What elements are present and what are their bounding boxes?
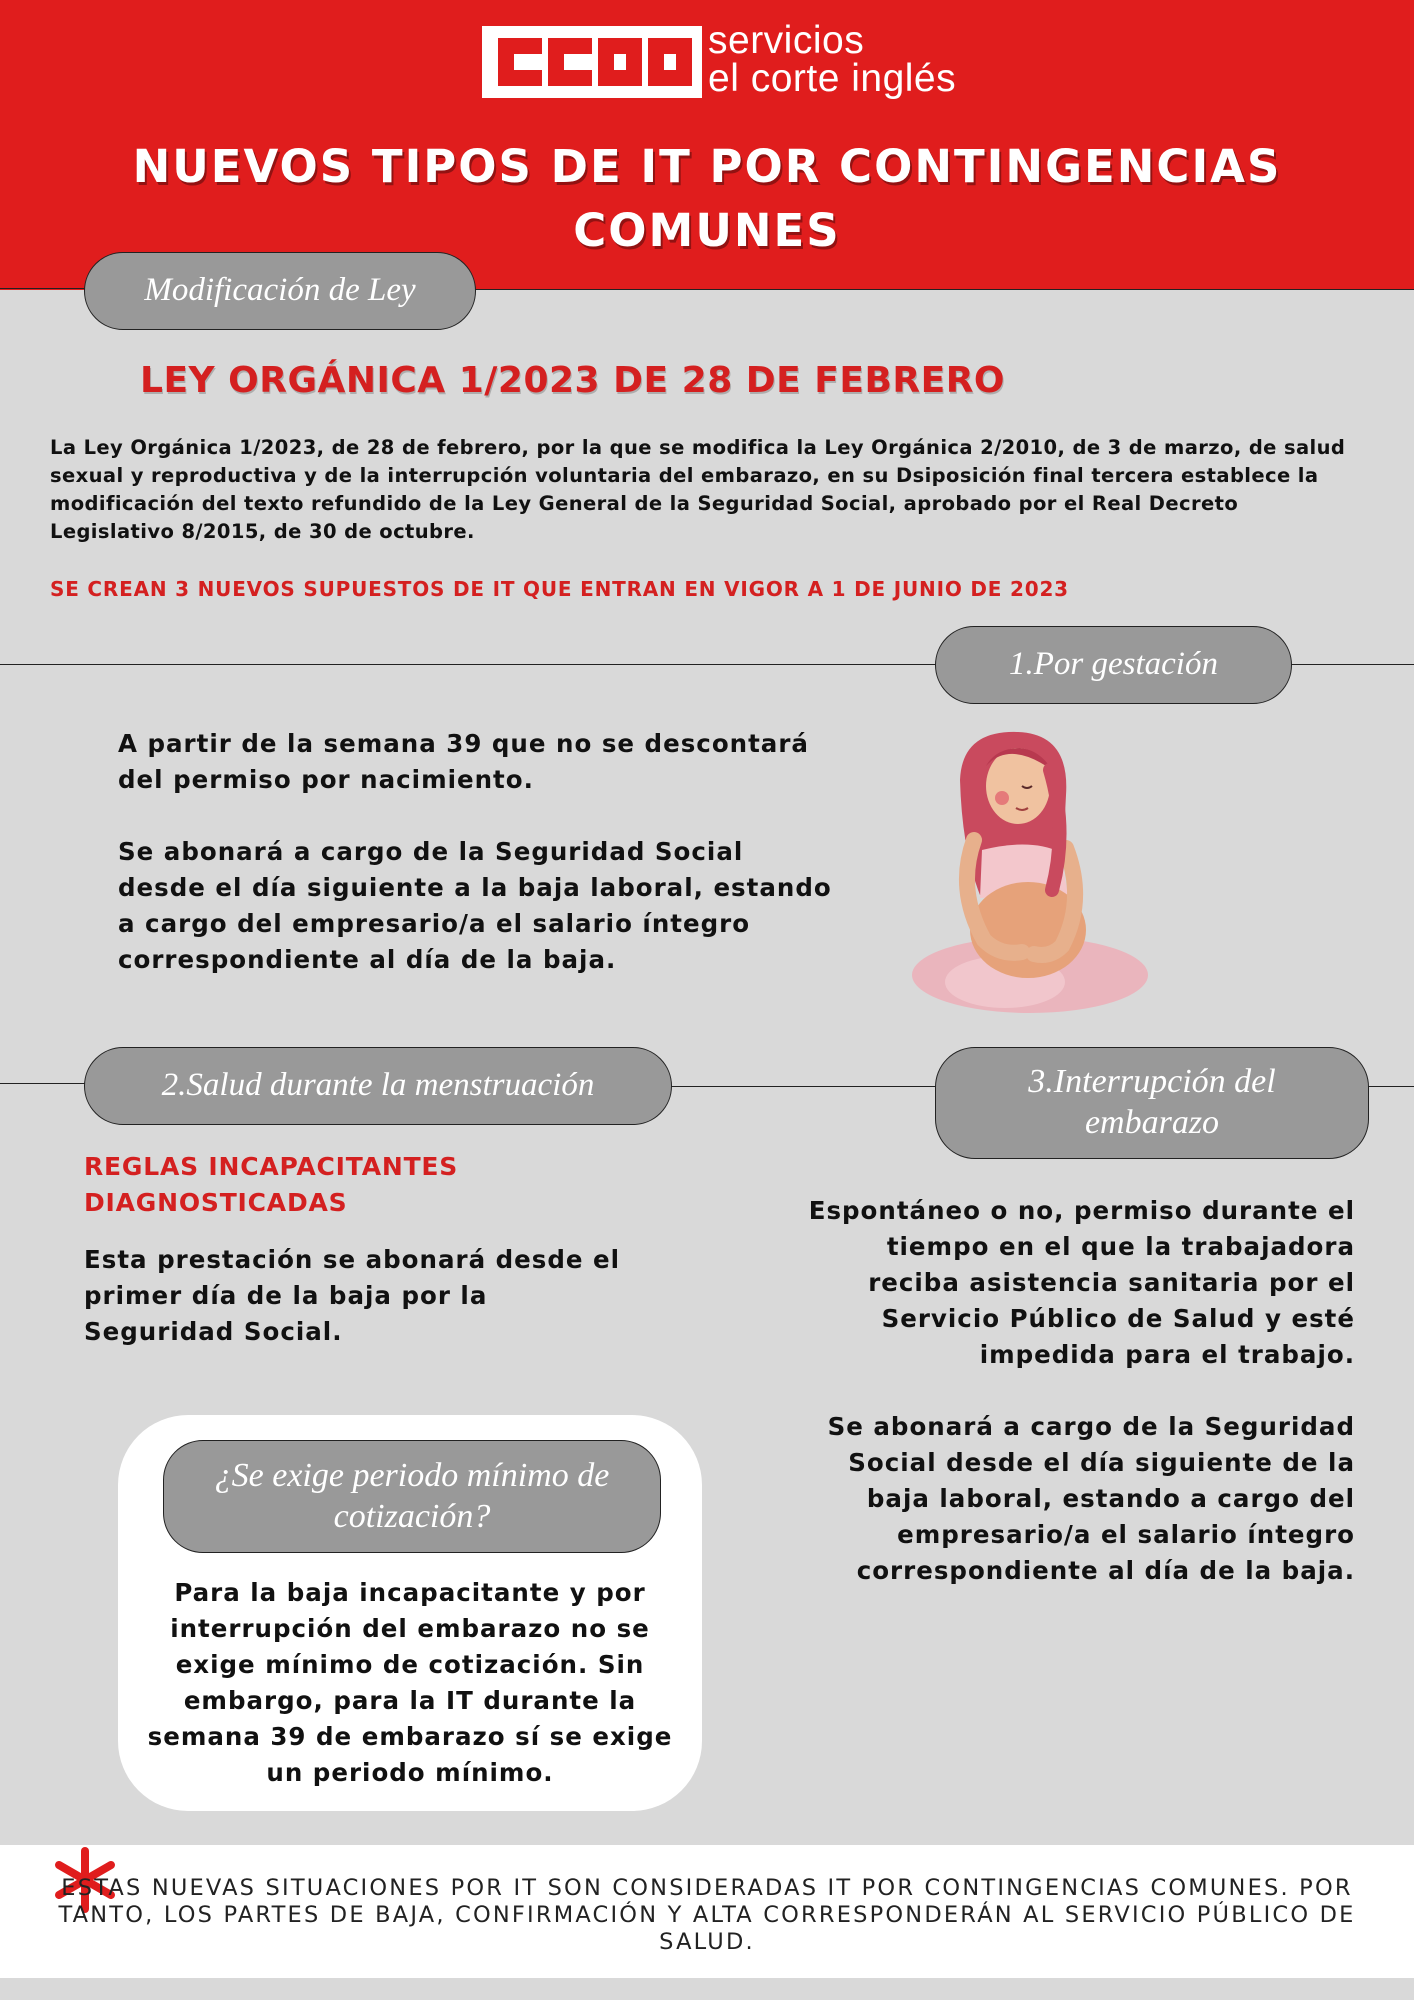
- divider-line: [0, 1083, 90, 1084]
- footer-note: [0, 1845, 1414, 1978]
- cotizacion-text: Para la baja incapacitante y por interrupción del embarazo no se exige mínimo de cotización. Sin embargo, para la IT durante la semana 39 de embarazo sí se exige un periodo mínimo.: [147, 1578, 673, 1787]
- logo-line-1: servicios: [708, 19, 865, 62]
- gestacion-paragraph-1: A partir de la semana 39 que no se descontará del permiso por nacimiento.: [118, 729, 809, 794]
- gestacion-pill: 1.Por gestación: [935, 626, 1292, 704]
- divider-line: [470, 289, 1414, 290]
- intro-paragraph: La Ley Orgánica 1/2023, de 28 de febrero, por la que se modifica la Ley Orgánica 2/2010, de 3 de marzo, de salud sexual y reproductiva y de la interrupción voluntaria del embarazo, en su Dsiposición final tercera establece la modificación del texto refundido de la Ley General de la Seguridad Social, aprobado por el Real Decreto Legislativo 8/2015, de 30 de octubre.: [50, 436, 1346, 543]
- gestacion-text: [118, 726, 838, 978]
- interrupcion-paragraph-2: Se abonará a cargo de la Seguridad Social desde el día siguiente de la baja laboral, estando a cargo del empresario/a el salario íntegro correspondiente al día de la baja.: [827, 1412, 1355, 1585]
- interrupcion-pill: 3.Interrupción del embarazo: [935, 1047, 1369, 1159]
- page-title: NUEVOS TIPOS DE IT POR CONTINGENCIAS COMUNES: [132, 140, 1282, 257]
- menstruacion-text: Esta prestación se abonará desde el primer día de la baja por la Seguridad Social.: [84, 1245, 621, 1346]
- menstruacion-subtitle: REGLAS INCAPACITANTES DIAGNOSTICADAS: [84, 1152, 459, 1217]
- cotizacion-pill: ¿Se exige periodo mínimo de cotización?: [163, 1440, 661, 1553]
- law-title: LEY ORGÁNICA 1/2023 DE 28 DE FEBRERO: [140, 360, 1006, 401]
- highlight-text: SE CREAN 3 NUEVOS SUPUESTOS DE IT QUE ENTRAN EN VIGOR A 1 DE JUNIO DE 2023: [50, 577, 1069, 601]
- divider-line: [0, 288, 90, 289]
- ccoo-logo-icon: [482, 26, 702, 98]
- interrupcion-paragraph-1: Espontáneo o no, permiso durante el tiempo en el que la trabajadora reciba asistencia sanitaria por el Servicio Público de Salud y esté impedida para el trabajo.: [808, 1196, 1355, 1369]
- divider-line: [1286, 664, 1414, 665]
- pregnant-woman-illustration: [900, 720, 1160, 1020]
- modificacion-pill: Modificación de Ley: [84, 252, 476, 330]
- logo-text: [708, 19, 957, 100]
- interrupcion-text: [800, 1193, 1355, 1589]
- ccoo-logo: [482, 26, 702, 98]
- logo-line-2: el corte inglés: [708, 57, 957, 100]
- menstruacion-pill: 2.Salud durante la menstruación: [84, 1047, 672, 1125]
- divider-line: [0, 664, 940, 665]
- gestacion-paragraph-2: Se abonará a cargo de la Seguridad Social desde el día siguiente a la baja laboral, estando a cargo del empresario/a el salario íntegro correspondiente al día de la baja.: [118, 837, 832, 974]
- divider-line: [1365, 1086, 1414, 1087]
- footer-text: ESTAS NUEVAS SITUACIONES POR IT SON CONSIDERADAS IT POR CONTINGENCIAS COMUNES. POR TANTO, LOS PARTES DE BAJA, CONFIRMACIÓN Y ALTA CORRESPONDERÁN AL SERVICIO PÚBLICO DE SALUD.: [58, 1875, 1356, 1955]
- divider-line: [670, 1086, 940, 1087]
- header-banner: [0, 0, 1414, 290]
